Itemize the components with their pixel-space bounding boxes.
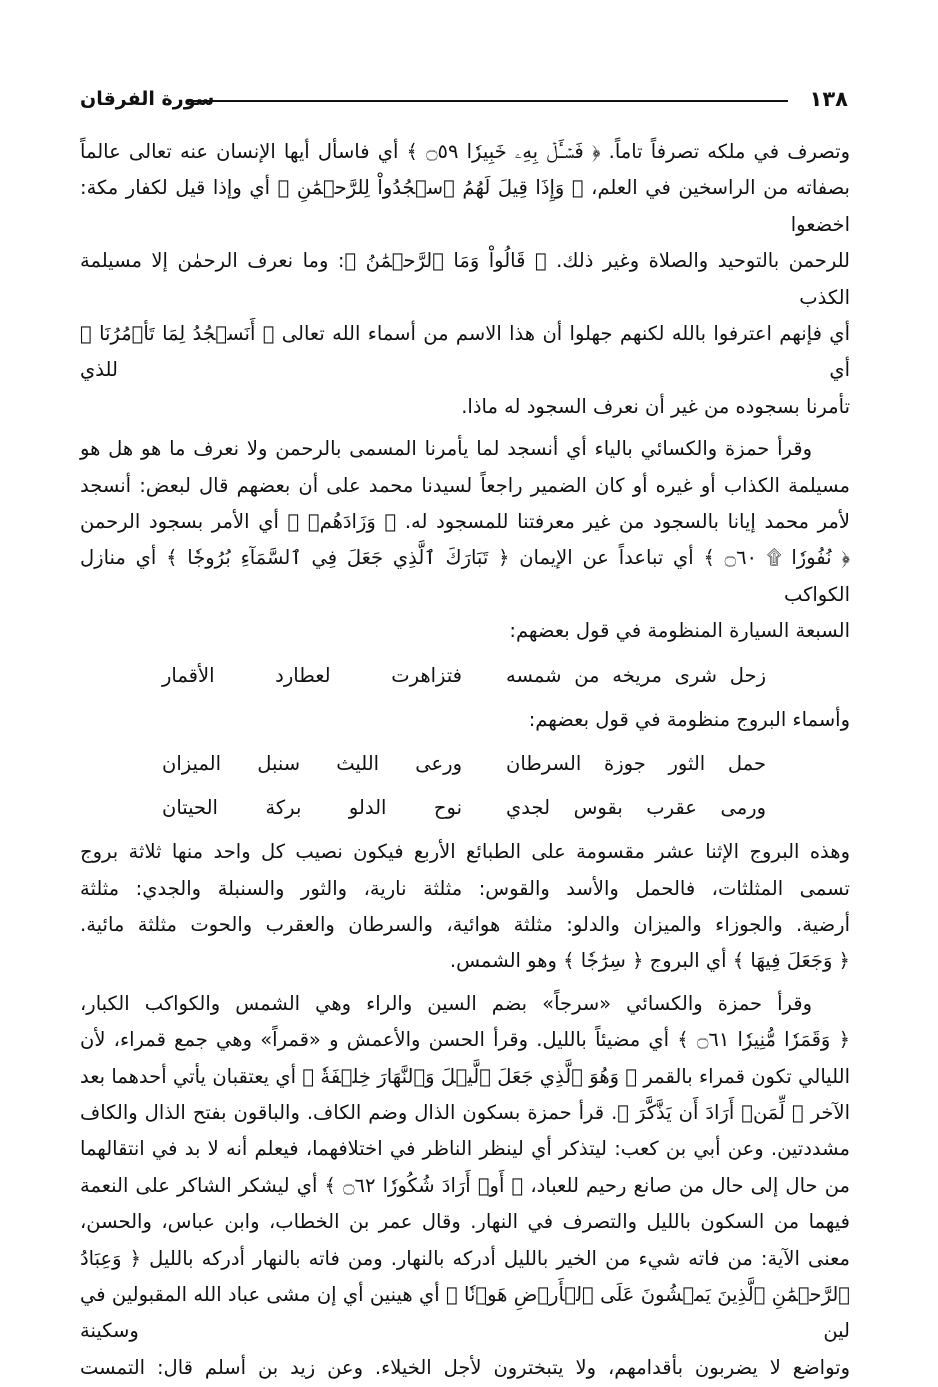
poem-verse-planets xyxy=(80,658,850,694)
text-line: مسيلمة الكذاب أو غيره أو كان الضمير راجعاً لسيدنا محمد على أن بعضهم قال لبعض: أنسجد xyxy=(80,473,850,497)
surah-title: سورة الفرقان xyxy=(80,88,215,110)
page-body xyxy=(80,134,850,1386)
text-line: معنى الآية: من فاته شيء من الخير بالليل أدركه بالنهار. ومن فاته بالنهار أدركه بالليل ﴿ وَعِبَادُ xyxy=(80,1246,850,1270)
text-line: ﴿ وَجَعَلَ فِيهَا ﴾ أي البروج ﴿ سِرَٰجٗا ﴾ وهو الشمس. xyxy=(449,949,850,973)
text-line: وهذه البروج الإثنا عشر مقسومة على الطبائع الأربع فيكون نصيب كل واحد منها ثلاثة بروج xyxy=(80,840,850,864)
text-line: وتواضع لا يضربون بأقدامهم، ولا يتبخترون لأجل الخيلاء. وعن زيد بن أسلم قال: التمست xyxy=(80,1355,850,1379)
text-line: بصفاته من الراسخين في العلم، ﴿ وَإِذَا قِيلَ لَهُمُ ٱسۡجُدُواْ لِلرَّحۡمَٰنِ ﴾ أي وإذا قيل لكفار مكة: اخضعوا xyxy=(80,176,850,236)
verse-first-hemistich: حمل الثور جوزة السرطان xyxy=(506,752,766,776)
text-line: ﴿ نُفُورٗا ۩ ۝٦٠ ﴾ أي تباعداً عن الإيمان ﴿ تَبَارَكَ ٱلَّذِي جَعَلَ فِي ٱلسَّمَآءِ بُرُوجٗا ﴾ أي منازل الكواكب xyxy=(80,546,850,606)
header-rule xyxy=(188,100,788,102)
verse-second-hemistich: ورعى الليث سنبل الميزان xyxy=(162,752,462,776)
text-line: وقرأ حمزة والكسائي بالياء أي أنسجد لما يأمرنا المسمى بالرحمن ولا نعرف ما هو هل هو xyxy=(80,437,812,461)
text-line: مشددتين. وعن أبي بن كعب: ليتذكر أي لينظر الناظر في اختلافهما، فيعلم أنه لا بد في انتقالهما xyxy=(80,1137,850,1161)
text-line: تأمرنا بسجوده من غير أن نعرف السجود له ماذا. xyxy=(461,394,850,418)
text-line: الآخر ﴿ لِّمَنۡ أَرَادَ أَن يَذَّكَّرَ ﴾. قرأ حمزة بسكون الذال وضم الكاف. والباقون بفتح الذال والكاف xyxy=(80,1100,850,1124)
text-line: أرضية. والجوزاء والميزان والدلو: مثلثة هوائية، والسرطان والعقرب والحوت مثلثة مائية. xyxy=(80,912,850,936)
text-line: أي فإنهم اعترفوا بالله لكنهم جهلوا أن هذا الاسم من أسماء الله تعالى ﴿ أَنَسۡجُدُ لِمَا تَأۡمُرُنَا ﴾ أي للذي xyxy=(80,322,850,382)
text-line: فيهما من السكون بالليل والتصرف في النهار. وقال عمر بن الخطاب، وابن عباس، والحسن، xyxy=(80,1210,850,1234)
text-line: الليالي تكون قمراء بالقمر ﴿ وَهُوَ ٱلَّذِي جَعَلَ ٱلَّيۡلَ وَٱلنَّهَارَ خِلۡفَةٗ ﴾ أي يعتقبان يأتي أحدهما بعد xyxy=(80,1064,850,1088)
verse-first-hemistich: ورمى عقرب بقوس لجدي xyxy=(506,796,766,820)
poem-verse-zodiac-1 xyxy=(80,746,850,782)
text-line: لأمر محمد إيانا بالسجود من غير معرفتنا للمسجود له. ﴿ وَزَادَهُمۡ ﴾ أي الأمر بسجود الرحمن xyxy=(80,510,850,534)
verse-first-hemistich: زحل شرى مريخه من شمسه xyxy=(506,663,766,687)
page-number: ١٣٨ xyxy=(809,87,848,111)
text-line: من حال إلى حال من صانع رحيم للعباد، ﴿ أَوۡ أَرَادَ شُكُورٗا ۝٦٢ ﴾ أي ليشكر الشاكر على النعمة xyxy=(80,1173,850,1197)
poem-verse-zodiac-2 xyxy=(80,790,850,826)
text-line: ٱلرَّحۡمَٰنِ ٱلَّذِينَ يَمۡشُونَ عَلَى ٱلۡأَرۡضِ هَوۡنٗا ﴾ أي هينين أي إن مشى عباد الله المقبولين في لين وسكينة xyxy=(80,1282,850,1343)
verse-second-hemistich: نوح الدلو بركة الحيتان xyxy=(162,796,462,820)
text-line: وأسماء البروج منظومة في قول بعضهم: xyxy=(528,707,850,731)
verse-second-hemistich: فتزاهرت لعطارد الأقمار xyxy=(162,663,462,687)
page-header xyxy=(80,86,848,112)
text-line: السبعة السيارة المنظومة في قول بعضهم: xyxy=(509,619,850,643)
text-line: ﴿ وَقَمَرٗا مُّنِيرٗا ۝٦١ ﴾ أي مضيئاً بالليل. وقرأ الحسن والأعمش و «قمراً» وهي جمع قمراء، لأن xyxy=(80,1028,850,1052)
text-line: للرحمن بالتوحيد والصلاة وغير ذلك. ﴿ قَالُواْ وَمَا ٱلرَّحۡمَٰنُ ﴾: وما نعرف الرحمٰن إلا مسيلمة الكذب xyxy=(80,249,850,309)
text-line: وقرأ حمزة والكسائي «سرجاً» بضم السين والراء وهي الشمس والكواكب الكبار، xyxy=(80,991,812,1015)
text-line: تسمى المثلثات، فالحمل والأسد والقوس: مثلثة نارية، والثور والسنبلة والجدي: مثلثة xyxy=(80,876,850,900)
text-line: وتصرف في ملكه تصرفاً تاماً. ﴿ فَسۡـَٔلۡ بِهِۦ خَبِيرٗا ۝٥٩ ﴾ أي فاسأل أيها الإنسان عنه تعالى عالماً xyxy=(80,140,850,163)
